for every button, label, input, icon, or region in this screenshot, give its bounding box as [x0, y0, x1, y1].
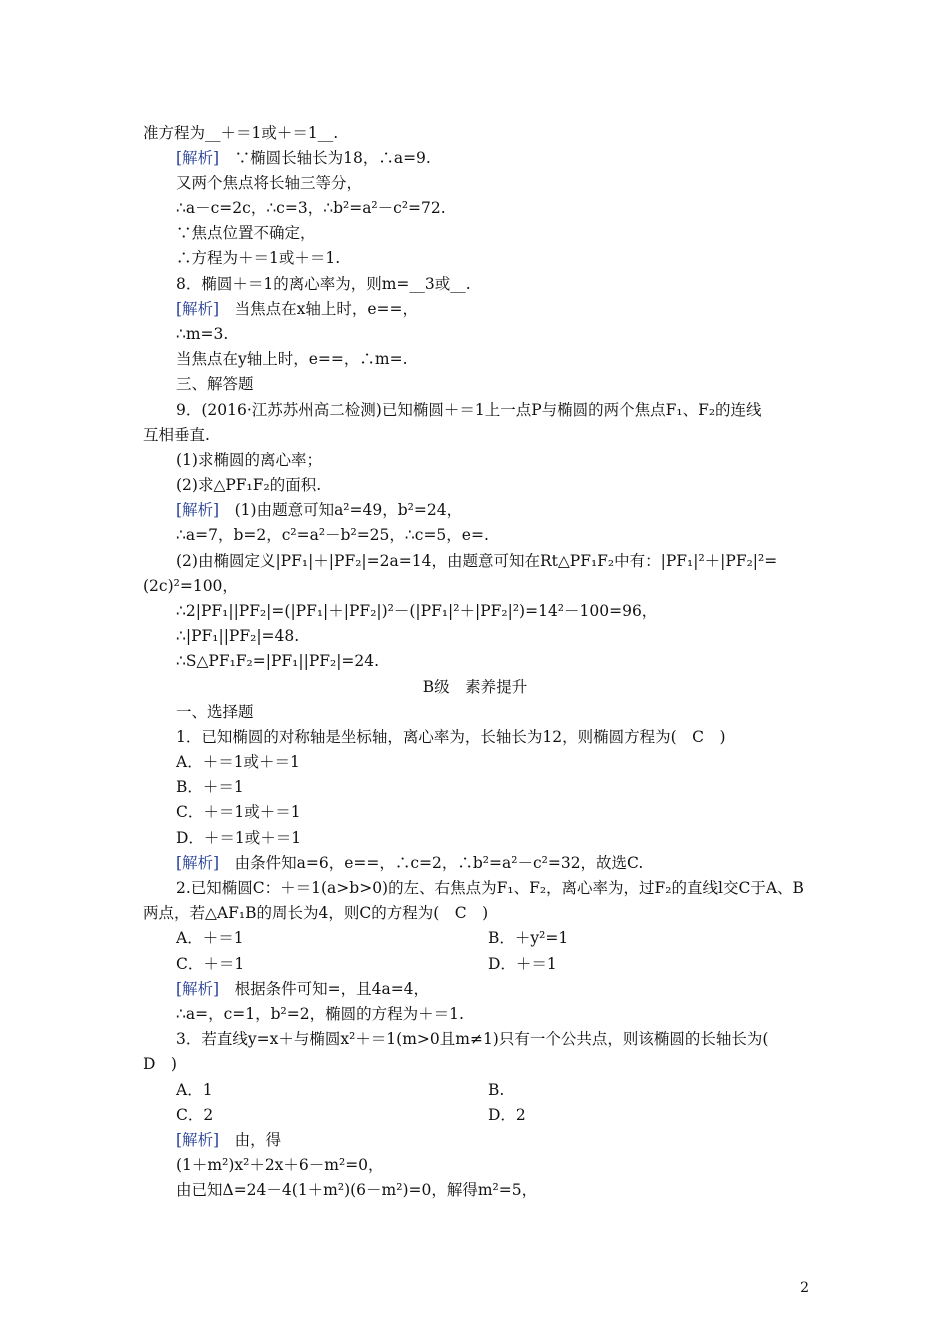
question-8: 8．椭圆＋＝1的离心率为，则m=__3或__. [176, 275, 471, 293]
option-c: C．2 [176, 1106, 214, 1124]
text-line: 当焦点在y轴上时，e==，∴m=. [176, 350, 408, 368]
option-b: B. [488, 1081, 505, 1099]
analysis-line: [解析] 由条件知a=6，e==，∴c=2，∴b²=a²－c²=32，故选C. [176, 854, 644, 872]
option-d: D．2 [488, 1106, 526, 1124]
text-line: (2)求△PF₁F₂的面积. [176, 476, 322, 494]
analysis-tag: [解析] [176, 300, 220, 318]
option-a: A．1 [176, 1081, 213, 1099]
text-line: ∴S△PF₁F₂=|PF₁||PF₂|=24. [176, 652, 380, 670]
analysis-tag: [解析] [176, 149, 220, 167]
text-line: (1)求椭圆的离心率； [176, 451, 322, 469]
text-line: ∴a=，c=1，b²=2，椭圆的方程为＋＝1. [176, 1005, 464, 1023]
question-2: 2.已知椭圆C：＋＝1(a>b>0)的左、右焦点为F₁、F₂，离心率为，过F₂的直线l交C于A、B [176, 879, 804, 897]
text-line: 又两个焦点将长轴三等分， [176, 174, 363, 192]
text-line: 互相垂直. [143, 426, 210, 444]
question-3: 3．若直线y=x＋与椭圆x²＋＝1(m>0且m≠1)只有一个公共点，则该椭圆的长轴长为( [176, 1030, 769, 1048]
level-heading: B级 素养提升 [422, 678, 528, 696]
option-d: D．＋＝1或＋＝1 [176, 829, 302, 847]
analysis-tag: [解析] [176, 1131, 220, 1149]
text-line: 由已知Δ=24－4(1＋m²)(6－m²)=0，解得m²=5， [176, 1181, 538, 1199]
analysis-tag: [解析] [176, 501, 220, 519]
text-line: D ) [143, 1055, 177, 1073]
text-line: 准方程为__＋＝1或＋＝1__. [143, 124, 339, 142]
analysis-tag: [解析] [176, 854, 220, 872]
question-1: 1．已知椭圆的对称轴是坐标轴，离心率为，长轴长为12，则椭圆方程为( C ) [176, 728, 726, 746]
text-line: (1＋m²)x²＋2x＋6－m²=0， [176, 1156, 384, 1174]
text-line: ∵焦点位置不确定， [176, 224, 316, 242]
text-line: ∴2|PF₁||PF₂|=(|PF₁|＋|PF₂|)²－(|PF₁|²＋|PF₂|²)=14²－100=96， [176, 602, 658, 620]
option-a: A．＋＝1或＋＝1 [176, 753, 300, 771]
page-number: 2 [800, 1280, 809, 1296]
analysis-tag: [解析] [176, 980, 220, 998]
analysis-line: [解析] 根据条件可知=，且4a=4， [176, 980, 430, 998]
text-line: ∴a=7，b=2，c²=a²－b²=25，∴c=5，e=. [176, 526, 489, 544]
option-d: D．＋＝1 [488, 955, 557, 973]
text-line: (2)由椭圆定义|PF₁|＋|PF₂|=2a=14，由题意可知在Rt△PF₁F₂中有：|PF₁|²＋|PF₂|²= [176, 552, 778, 570]
text-line: ∴|PF₁||PF₂|=48. [176, 627, 300, 645]
analysis-line: [解析] ∵椭圆长轴长为18，∴a=9. [176, 149, 431, 167]
text-line: (2c)²=100， [143, 577, 238, 595]
text-line: ∴a－c=2c，∴c=3，∴b²=a²－c²=72. [176, 199, 446, 217]
option-a: A．＋＝1 [176, 929, 244, 947]
option-c: C．＋＝1 [176, 955, 245, 973]
text-line: ∴m=3. [176, 325, 229, 343]
option-c: C．＋＝1或＋＝1 [176, 803, 301, 821]
section-heading: 三、解答题 [176, 375, 254, 393]
text-line: 两点，若△AF₁B的周长为4，则C的方程为( C ) [143, 904, 489, 922]
question-9: 9．(2016·江苏苏州高二检测)已知椭圆＋＝1上一点P与椭圆的两个焦点F₁、F₂的连线 [176, 401, 762, 419]
analysis-line: [解析] 当焦点在x轴上时，e==， [176, 300, 418, 318]
analysis-line: [解析] (1)由题意可知a²=49，b²=24， [176, 501, 463, 519]
text-line: ∴方程为＋＝1或＋＝1. [176, 249, 341, 267]
section-heading: 一、选择题 [176, 703, 254, 721]
option-b: B．＋＝1 [176, 778, 244, 796]
analysis-line: [解析] 由，得 [176, 1131, 282, 1149]
option-b: B．＋y²=1 [488, 929, 569, 947]
